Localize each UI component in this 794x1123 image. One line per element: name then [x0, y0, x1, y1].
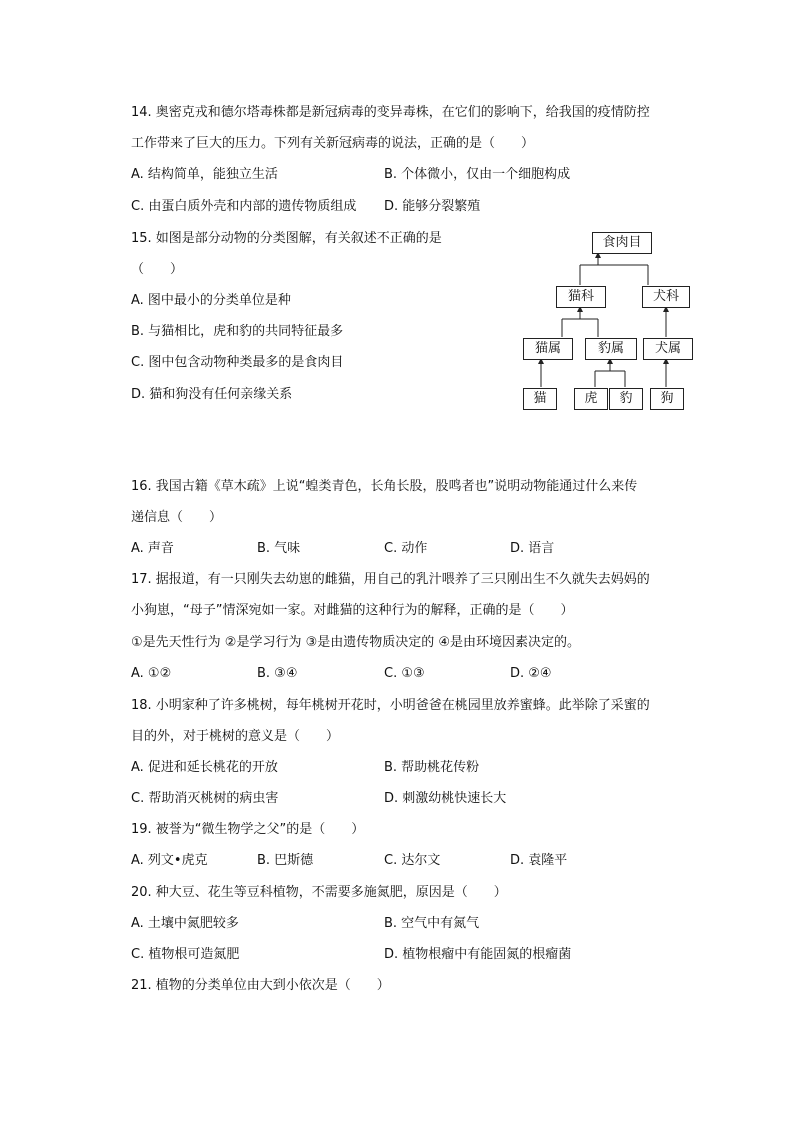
diagram-order-box: 食肉目 — [592, 232, 652, 254]
q19-option-a: A. 列文•虎克 — [131, 853, 208, 868]
q17-option-b: B. ③④ — [257, 666, 298, 681]
q14-option-c: C. 由蛋白质外壳和内部的遗传物质组成 — [131, 199, 357, 214]
q14-option-b: B. 个体微小，仅由一个细胞构成 — [384, 167, 571, 182]
q15-stem-line2: （ ） — [131, 262, 184, 277]
diagram-species-leopard-box: 豹 — [609, 388, 643, 410]
diagram-species-tiger-box: 虎 — [574, 388, 608, 410]
q20-option-b: B. 空气中有氮气 — [384, 916, 480, 931]
q19-stem-line1: 19. 被誉为“微生物学之父”的是（ ） — [131, 822, 365, 837]
diagram-family-dog-box: 犬科 — [642, 286, 690, 308]
q16-option-a: A. 声音 — [131, 541, 174, 556]
q21-stem-line1: 21. 植物的分类单位由大到小依次是（ ） — [131, 978, 390, 993]
q15-option-b: B. 与猫相比，虎和豹的共同特征最多 — [131, 324, 344, 339]
q18-option-d: D. 刺激幼桃快速长大 — [384, 791, 507, 806]
q16-stem-line2: 递信息（ ） — [131, 510, 223, 525]
q14-option-a: A. 结构简单，能独立生活 — [131, 167, 278, 182]
q16-stem-line1: 16. 我国古籍《草木疏》上说“蝗类青色，长角长股，股鸣者也”说明动物能通过什么来传 — [131, 479, 638, 494]
q18-stem-line1: 18. 小明家种了许多桃树，每年桃树开花时，小明爸爸在桃园里放养蜜蜂。此举除了采蜜的 — [131, 698, 650, 713]
q17-stem-line2: 小狗崽，“母子”情深宛如一家。对雌猫的这种行为的解释，正确的是（ ） — [131, 603, 574, 618]
q15-option-a: A. 图中最小的分类单位是种 — [131, 293, 291, 308]
diagram-genus-leopard-box: 豹属 — [585, 338, 637, 360]
q20-option-a: A. 土壤中氮肥较多 — [131, 916, 239, 931]
q14-stem-line1: 14. 奥密克戎和德尔塔毒株都是新冠病毒的变异毒株，在它们的影响下，给我国的疫情防控 — [131, 105, 650, 120]
q16-option-b: B. 气味 — [257, 541, 301, 556]
diagram-species-cat-box: 猫 — [523, 388, 557, 410]
q19-option-c: C. 达尔文 — [384, 853, 441, 868]
q20-option-c: C. 植物根可造氮肥 — [131, 947, 240, 962]
q18-stem-line2: 目的外，对于桃树的意义是（ ） — [131, 729, 340, 744]
q14-option-d: D. 能够分裂繁殖 — [384, 199, 481, 214]
q20-option-d: D. 植物根瘤中有能固氮的根瘤菌 — [384, 947, 572, 962]
q19-option-b: B. 巴斯德 — [257, 853, 314, 868]
q19-option-d: D. 袁隆平 — [510, 853, 568, 868]
q14-stem-line2: 工作带来了巨大的压力。下列有关新冠病毒的说法，正确的是（ ） — [131, 136, 535, 151]
diagram-genus-dog-box: 犬属 — [643, 338, 693, 360]
q17-stem-line3: ①是先天性行为 ②是学习行为 ③是由遗传物质决定的 ④是由环境因素决定的。 — [131, 635, 581, 650]
diagram-species-dog-box: 狗 — [650, 388, 684, 410]
diagram-family-cat-box: 猫科 — [556, 286, 606, 308]
q20-stem-line1: 20. 种大豆、花生等豆科植物，不需要多施氮肥，原因是（ ） — [131, 885, 507, 900]
q17-option-c: C. ①③ — [384, 666, 425, 681]
q18-option-a: A. 促进和延长桃花的开放 — [131, 760, 278, 775]
q18-option-b: B. 帮助桃花传粉 — [384, 760, 480, 775]
q15-option-d: D. 猫和狗没有任何亲缘关系 — [131, 387, 293, 402]
q17-option-d: D. ②④ — [510, 666, 552, 681]
q15-stem-line1: 15. 如图是部分动物的分类图解，有关叙述不正确的是 — [131, 231, 442, 246]
q17-option-a: A. ①② — [131, 666, 172, 681]
q15-option-c: C. 图中包含动物种类最多的是食肉目 — [131, 355, 344, 370]
q16-option-c: C. 动作 — [384, 541, 428, 556]
q18-option-c: C. 帮助消灭桃树的病虫害 — [131, 791, 279, 806]
q17-stem-line1: 17. 据报道，有一只刚失去幼崽的雌猫，用自己的乳汁喂养了三只刚出生不久就失去妈妈的 — [131, 572, 650, 587]
q16-option-d: D. 语言 — [510, 541, 555, 556]
diagram-genus-cat-box: 猫属 — [523, 338, 573, 360]
